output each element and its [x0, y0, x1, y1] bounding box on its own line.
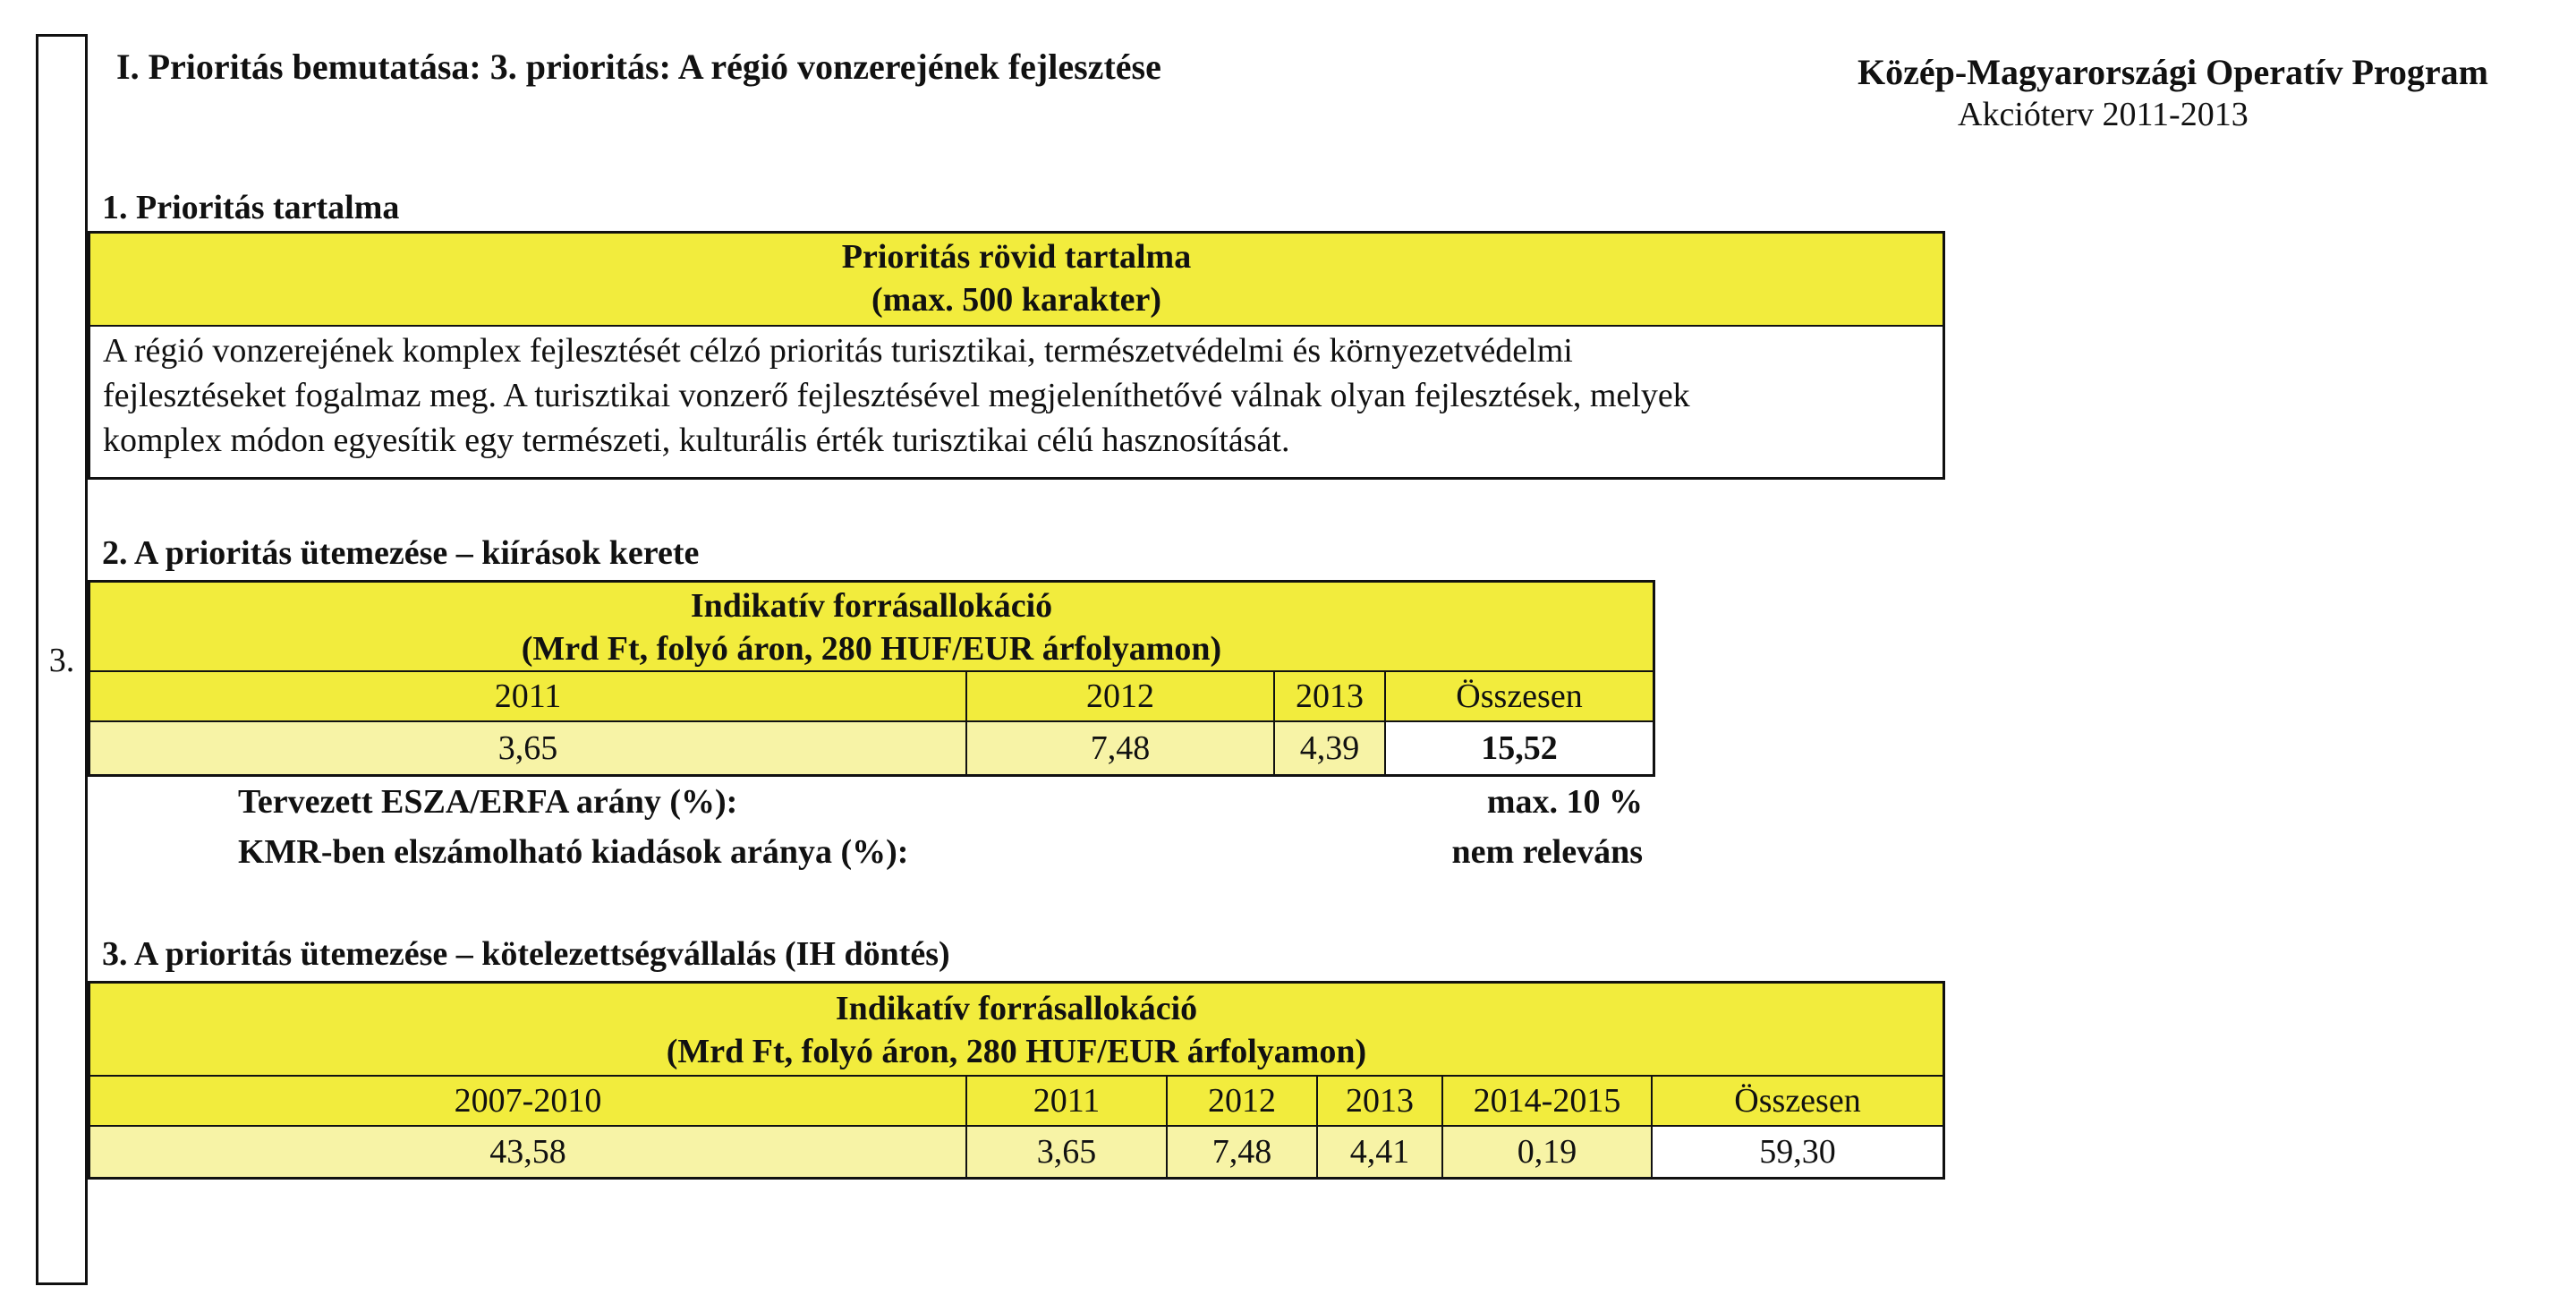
- total-cell: 15,52: [1386, 722, 1653, 774]
- side-label: 3.: [48, 642, 75, 679]
- section2-table-subtitle: (Mrd Ft, folyó áron, 280 HUF/EUR árfolyamon): [521, 630, 1222, 668]
- esza-label: Tervezett ESZA/ERFA arány (%):: [238, 783, 738, 821]
- section1-box-header: [90, 234, 1943, 327]
- total-cell: 59,30: [1653, 1127, 1943, 1177]
- value-cell: 43,58: [90, 1127, 967, 1177]
- section1-body-line: A régió vonzerejének komplex fejlesztését célzó prioritás turisztikai, természetvédelmi és környezetvédelmi: [103, 332, 1573, 370]
- value-cell: 4,39: [1275, 722, 1386, 774]
- section2-table-header: [90, 583, 1653, 672]
- column-header: 2013: [1275, 672, 1386, 720]
- column-header: 2007-2010: [90, 1077, 967, 1125]
- program-subtitle: Akcióterv 2011-2013: [1958, 96, 2249, 133]
- program-name: Közép-Magyarországi Operatív Program: [1858, 52, 2488, 92]
- section2-header-row: [90, 672, 1653, 722]
- section2-table-title: Indikatív forrásallokáció: [690, 587, 1053, 625]
- value-cell: 0,19: [1443, 1127, 1653, 1177]
- esza-value: max. 10 %: [1486, 783, 1643, 821]
- section3-table-subtitle: (Mrd Ft, folyó áron, 280 HUF/EUR árfolyamon): [666, 1033, 1367, 1070]
- section1-box-title: Prioritás rövid tartalma: [841, 238, 1192, 276]
- section1-body: [90, 327, 1943, 464]
- section3-value-row: [90, 1127, 1943, 1177]
- section1-box-subtitle: (max. 500 karakter): [871, 281, 1161, 319]
- section1-heading: 1. Prioritás tartalma: [102, 189, 400, 226]
- value-cell: 3,65: [967, 1127, 1168, 1177]
- column-header: 2011: [967, 1077, 1168, 1125]
- section1-body-line: komplex módon egyesítik egy természeti, kulturális érték turisztikai célú hasznosítását.: [103, 422, 1290, 459]
- section1-body-line: fejlesztéseket fogalmaz meg. A turisztikai vonzerő fejlesztésével megjeleníthetővé válnak olyan fejlesztések, melyek: [103, 377, 1690, 414]
- column-header: 2012: [967, 672, 1275, 720]
- section3-heading: 3. A prioritás ütemezése – kötelezettségvállalás (IH döntés): [102, 935, 950, 973]
- value-cell: 7,48: [967, 722, 1275, 774]
- column-header: 2011: [90, 672, 967, 720]
- kmr-label: KMR-ben elszámolható kiadások aránya (%):: [238, 833, 909, 871]
- section1-box: [88, 231, 1945, 480]
- value-cell: 7,48: [1168, 1127, 1318, 1177]
- value-cell: 4,41: [1318, 1127, 1443, 1177]
- section3-table: [88, 981, 1945, 1180]
- section3-table-title: Indikatív forrásallokáció: [835, 990, 1198, 1027]
- section3-table-header: [90, 984, 1943, 1077]
- value-cell: 3,65: [90, 722, 967, 774]
- column-header: 2013: [1318, 1077, 1443, 1125]
- section3-header-row: [90, 1077, 1943, 1127]
- page-title: I. Prioritás bemutatása: 3. prioritás: A régió vonzerejének fejlesztése: [116, 47, 1161, 87]
- column-header: 2012: [1168, 1077, 1318, 1125]
- column-header: Összesen: [1734, 1082, 1861, 1120]
- section2-value-row: [90, 722, 1653, 774]
- section2-table: [88, 580, 1655, 777]
- kmr-value: nem releváns: [1451, 833, 1643, 871]
- column-header: Összesen: [1456, 677, 1583, 715]
- section2-heading: 2. A prioritás ütemezése – kiírások kerete: [102, 534, 700, 572]
- column-header: 2014-2015: [1443, 1077, 1653, 1125]
